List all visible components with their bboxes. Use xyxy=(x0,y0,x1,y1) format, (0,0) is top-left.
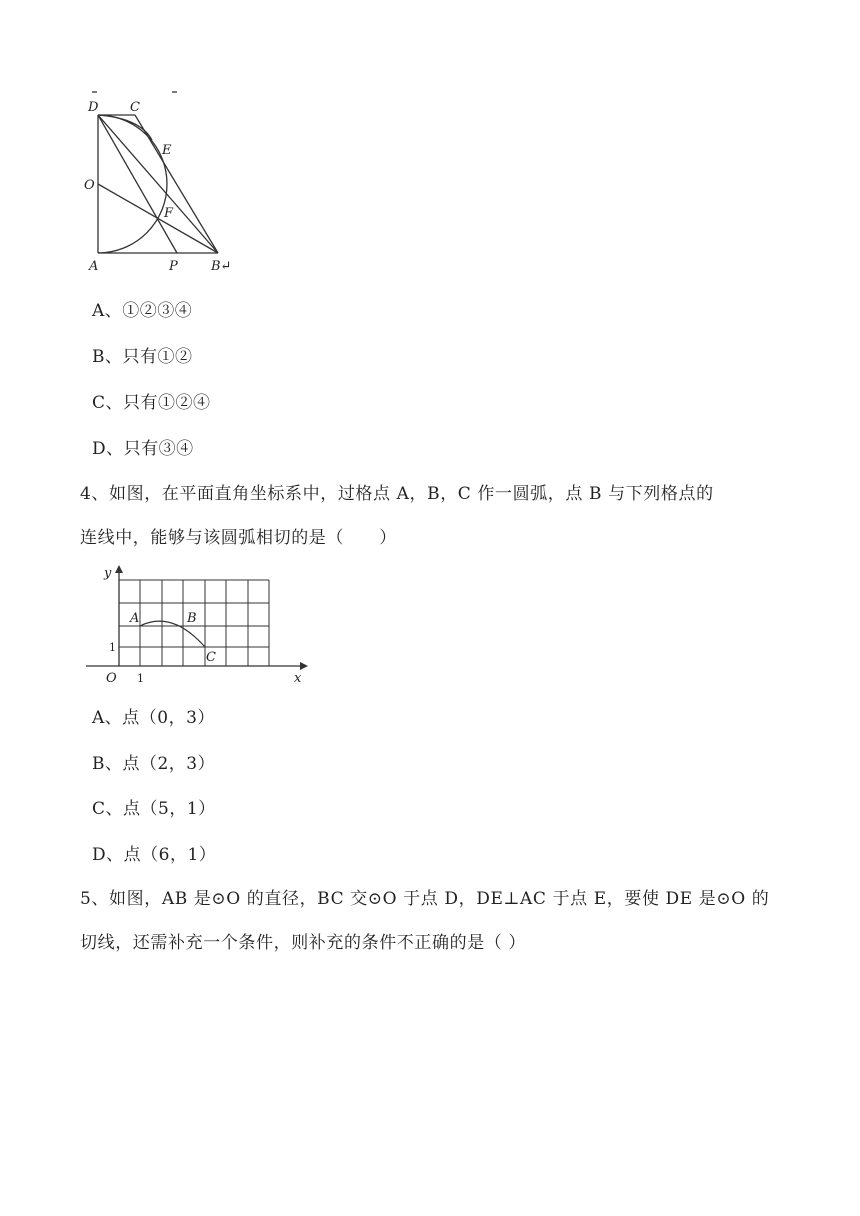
q4-option-d: D、点（6，1） xyxy=(92,845,217,865)
x-axis-arrow-icon xyxy=(300,662,308,670)
q3-option-d: D、只有③④ xyxy=(92,439,194,459)
q4-text-line2: 连线中，能够与该圆弧相切的是（ ） xyxy=(80,528,397,548)
y-axis-arrow-icon xyxy=(115,565,123,573)
q4-option-c: C、点（5，1） xyxy=(92,799,216,819)
label-f: F xyxy=(164,206,174,221)
q3-option-b: B、只有①② xyxy=(92,347,193,367)
label-one-x: 1 xyxy=(137,672,144,685)
q5-text-line1: 5、如图，AB 是⊙O 的直径，BC 交⊙O 于点 D，DE⊥AC 于点 E，要使 DE 是⊙O 的 xyxy=(80,889,770,909)
segment-dp xyxy=(98,115,177,253)
coordinate-grid-figure xyxy=(78,562,318,687)
label-c: C xyxy=(206,650,216,665)
segment-db xyxy=(98,115,218,253)
semicircle-arc xyxy=(98,115,167,253)
chord-arc-de xyxy=(98,115,152,140)
label-one-y: 1 xyxy=(109,641,116,654)
q3-option-c: C、只有①②④ xyxy=(92,393,211,413)
label-a: A xyxy=(89,259,99,274)
label-a: A xyxy=(130,611,140,626)
label-c: C xyxy=(130,100,140,115)
q5-text-line2: 切线，还需补充一个条件，则补充的条件不正确的是（ ） xyxy=(80,933,527,953)
label-b: B↵ xyxy=(211,259,232,274)
q4-text-line1: 4、如图，在平面直角坐标系中，过格点 A，B，C 作一圆弧，点 B 与下列格点的 xyxy=(80,484,714,504)
q4-option-b: B、点（2，3） xyxy=(92,754,216,774)
q4-option-a: A、点（0，3） xyxy=(92,708,215,728)
label-y: y xyxy=(104,566,112,581)
geometry-figure xyxy=(82,82,252,282)
label-o: O xyxy=(84,178,95,193)
label-x: x xyxy=(294,671,302,686)
label-d: D xyxy=(88,100,99,115)
label-e: E xyxy=(162,143,172,158)
label-p: P xyxy=(169,259,178,274)
q3-option-a: A、①②③④ xyxy=(92,301,193,321)
label-origin: O xyxy=(106,671,117,686)
label-b: B xyxy=(187,611,197,626)
